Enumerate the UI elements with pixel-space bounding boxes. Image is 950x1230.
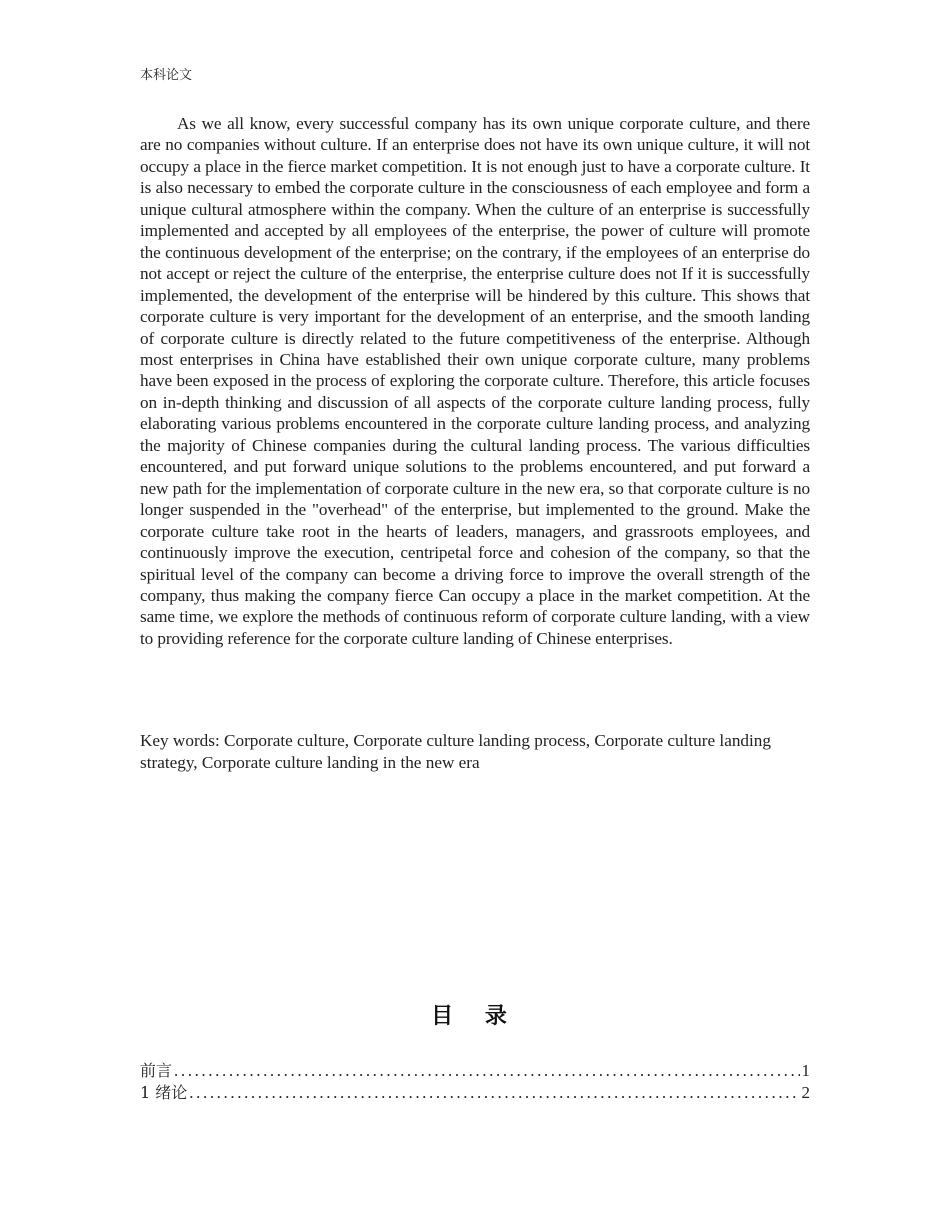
english-abstract-paragraph: As we all know, every successful company has its own unique corporate culture, and there are no companies without culture. If an enterprise does not have its own unique culture, it will not occupy a place in the fierce market competition. It is not enough just to have a corporate culture. It is also necessary to embed the corporate culture in the consciousness of each employee and form a unique cultural atmosphere within the company. When the culture of an enterprise is successfully implemented and accepted by all employees of the enterprise, the power of culture will promote the continuous development of the enterprise; on the contrary, if the employees of an enterprise do not accept or reject the culture of the enterprise, the enterprise culture does not If it is successfully implemented, the development of the enterprise will be hindered by this culture. This shows that corporate culture is very important for the development of an enterprise, and the smooth landing of corporate culture is directly related to the future competitiveness of the enterprise. Although most enterprises in China have established their own unique corporate culture, many problems have been exposed in the process of exploring the corporate culture. Therefore, this article focuses on in-depth thinking and discussion of all aspects of the corporate culture landing process, fully elaborating various problems encountered in the corporate culture landing process, and analyzing the majority of Chinese companies during the cultural landing process. The various difficulties encountered, and put forward unique solutions to the problems encountered, and put forward a new path for the implementation of corporate culture in the new era, so that corporate culture is no longer suspended in the "overhead" of the enterprise, but implemented to the ground. Make the corporate culture take root in the hearts of leaders, managers, and grassroots employees, and continuously improve the execution, centripetal force and cohesion of the company, so that the spiritual level of the company can become a driving force to improve the overall strength of the company, thus making the company fierce Can occupy a place in the market competition. At the same time, we explore the methods of continuous reform of corporate culture landing, with a view to providing reference for the corporate culture landing of Chinese enterprises. [140,114,810,648]
toc-dot-leader [189,1082,799,1104]
table-of-contents [140,1060,810,1104]
running-header: 本科论文 [140,68,193,83]
keywords-line: Key words: Corporate culture, Corporate culture landing process, Corporate culture landing strategy, Corporate culture landing in the new era [140,731,771,772]
toc-entry-label: 前言 [140,1061,173,1080]
toc-title: 目 录 [431,1004,519,1029]
toc-entry[interactable] [140,1082,810,1104]
toc-entry[interactable] [140,1060,810,1082]
toc-entry-label: 1 绪论 [140,1083,188,1102]
toc-entry-page: 1 [801,1061,810,1080]
toc-entry-page: 2 [801,1083,810,1102]
toc-dot-leader [174,1060,799,1082]
